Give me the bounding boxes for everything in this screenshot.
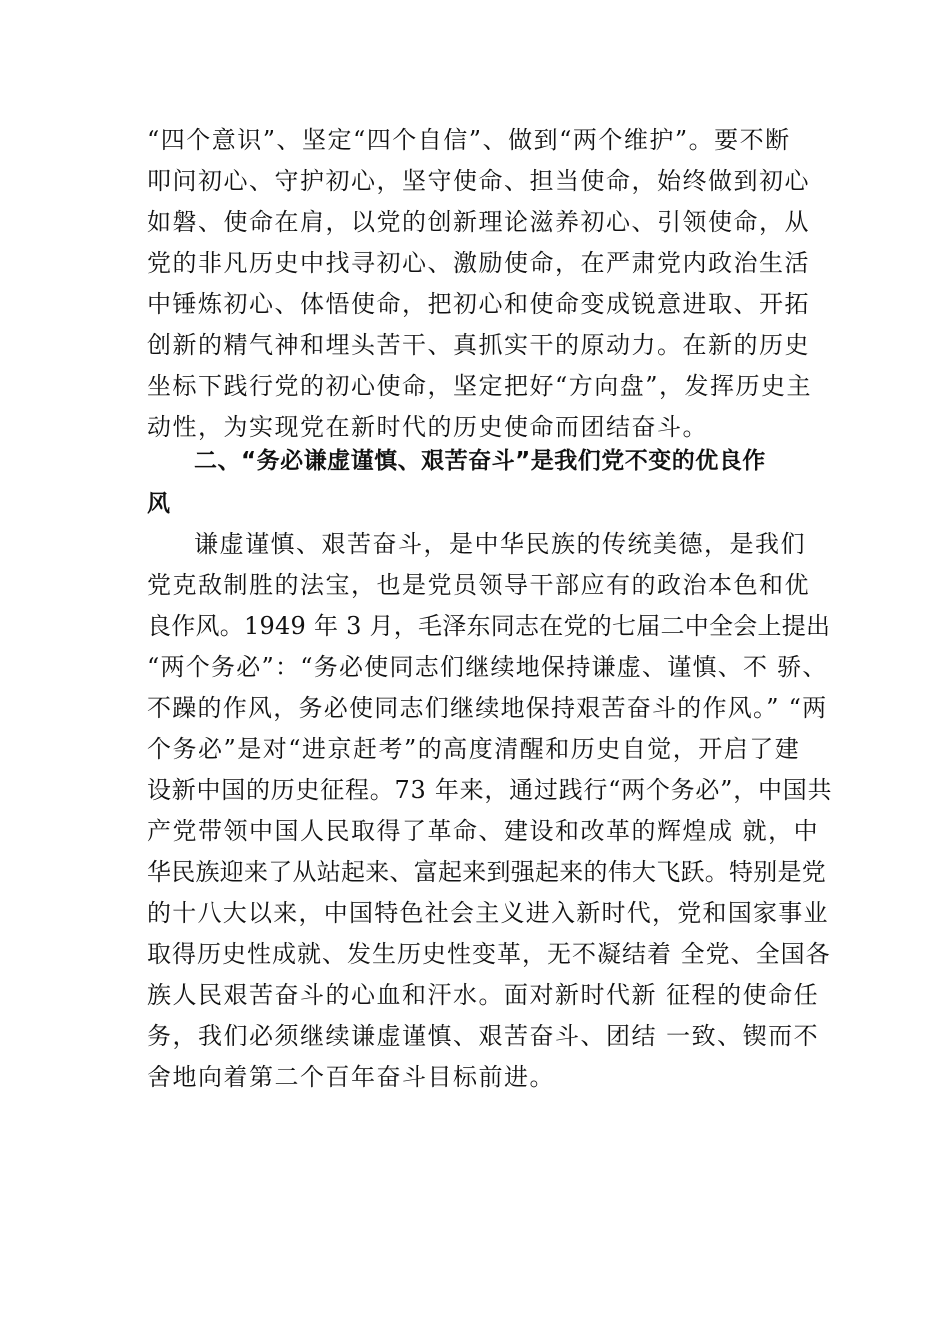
- text-line: 华民族迎来了从站起来、富起来到强起来的伟大飞跃。特别是党: [147, 858, 826, 886]
- text-line: 的十八大以来，中国特色社会主义进入新时代，党和国家事业: [147, 899, 829, 927]
- text-line: 设新中国的历史征程。73 年来，通过践行“两个务必”，中国共: [147, 776, 833, 804]
- text-line: 如磐、使命在肩，以党的创新理论滋养初心、引领使命，从: [147, 208, 810, 236]
- text-line: 叩问初心、守护初心，坚守使命、担当使命，始终做到初心: [147, 167, 810, 195]
- text-line: 谦虚谨慎、艰苦奋斗，是中华民族的传统美德，是我们: [194, 530, 806, 558]
- text-line: 中锤炼初心、体悟使命，把初心和使命变成锐意进取、开拓: [147, 290, 810, 318]
- text-line: 良作风。1949 年 3 月，毛泽东同志在党的七届二中全会上提出: [147, 612, 831, 640]
- text-line: 取得历史性成就、发生历史性变革，无不凝结着 全党、全国各: [147, 940, 831, 968]
- text-line: 族人民艰苦奋斗的心血和汗水。面对新时代新 征程的使命任: [147, 981, 820, 1009]
- text-line: 创新的精气神和埋头苦干、真抓实干的原动力。在新的历史: [147, 331, 810, 359]
- text-line: 党克敌制胜的法宝，也是党员领导干部应有的政治本色和优: [147, 571, 810, 599]
- heading-line: 二、“务必谦虚谨慎、艰苦奋斗”是我们党不变的优良作: [194, 448, 766, 474]
- text-line: “四个意识”、坚定“四个自信”、做到“两个维护”。要不断: [147, 126, 791, 154]
- text-line: 党的非凡历史中找寻初心、激励使命，在严肃党内政治生活: [147, 249, 810, 277]
- text-line: 产党带领中国人民取得了革命、建设和改革的辉煌成 就，中: [147, 817, 820, 845]
- text-line: 舍地向着第二个百年奋斗目标前进。: [147, 1063, 555, 1091]
- text-line: 动性，为实现党在新时代的历史使命而团结奋斗。: [147, 413, 708, 441]
- text-line: 个务必”是对“进京赶考”的高度清醒和历史自觉，开启了建: [147, 735, 801, 763]
- text-line: 不躁的作风，务必使同志们继续地保持艰苦奋斗的作风。” “两: [147, 694, 828, 722]
- text-line: 坐标下践行党的初心使命，坚定把好“方向盘”，发挥历史主: [147, 372, 813, 400]
- text-line: “两个务必”：“务必使同志们继续地保持谦虚、谨慎、不 骄、: [147, 653, 828, 681]
- heading-line: 风: [147, 491, 171, 517]
- text-line: 务，我们必须继续谦虚谨慎、艰苦奋斗、团结 一致、锲而不: [147, 1022, 820, 1050]
